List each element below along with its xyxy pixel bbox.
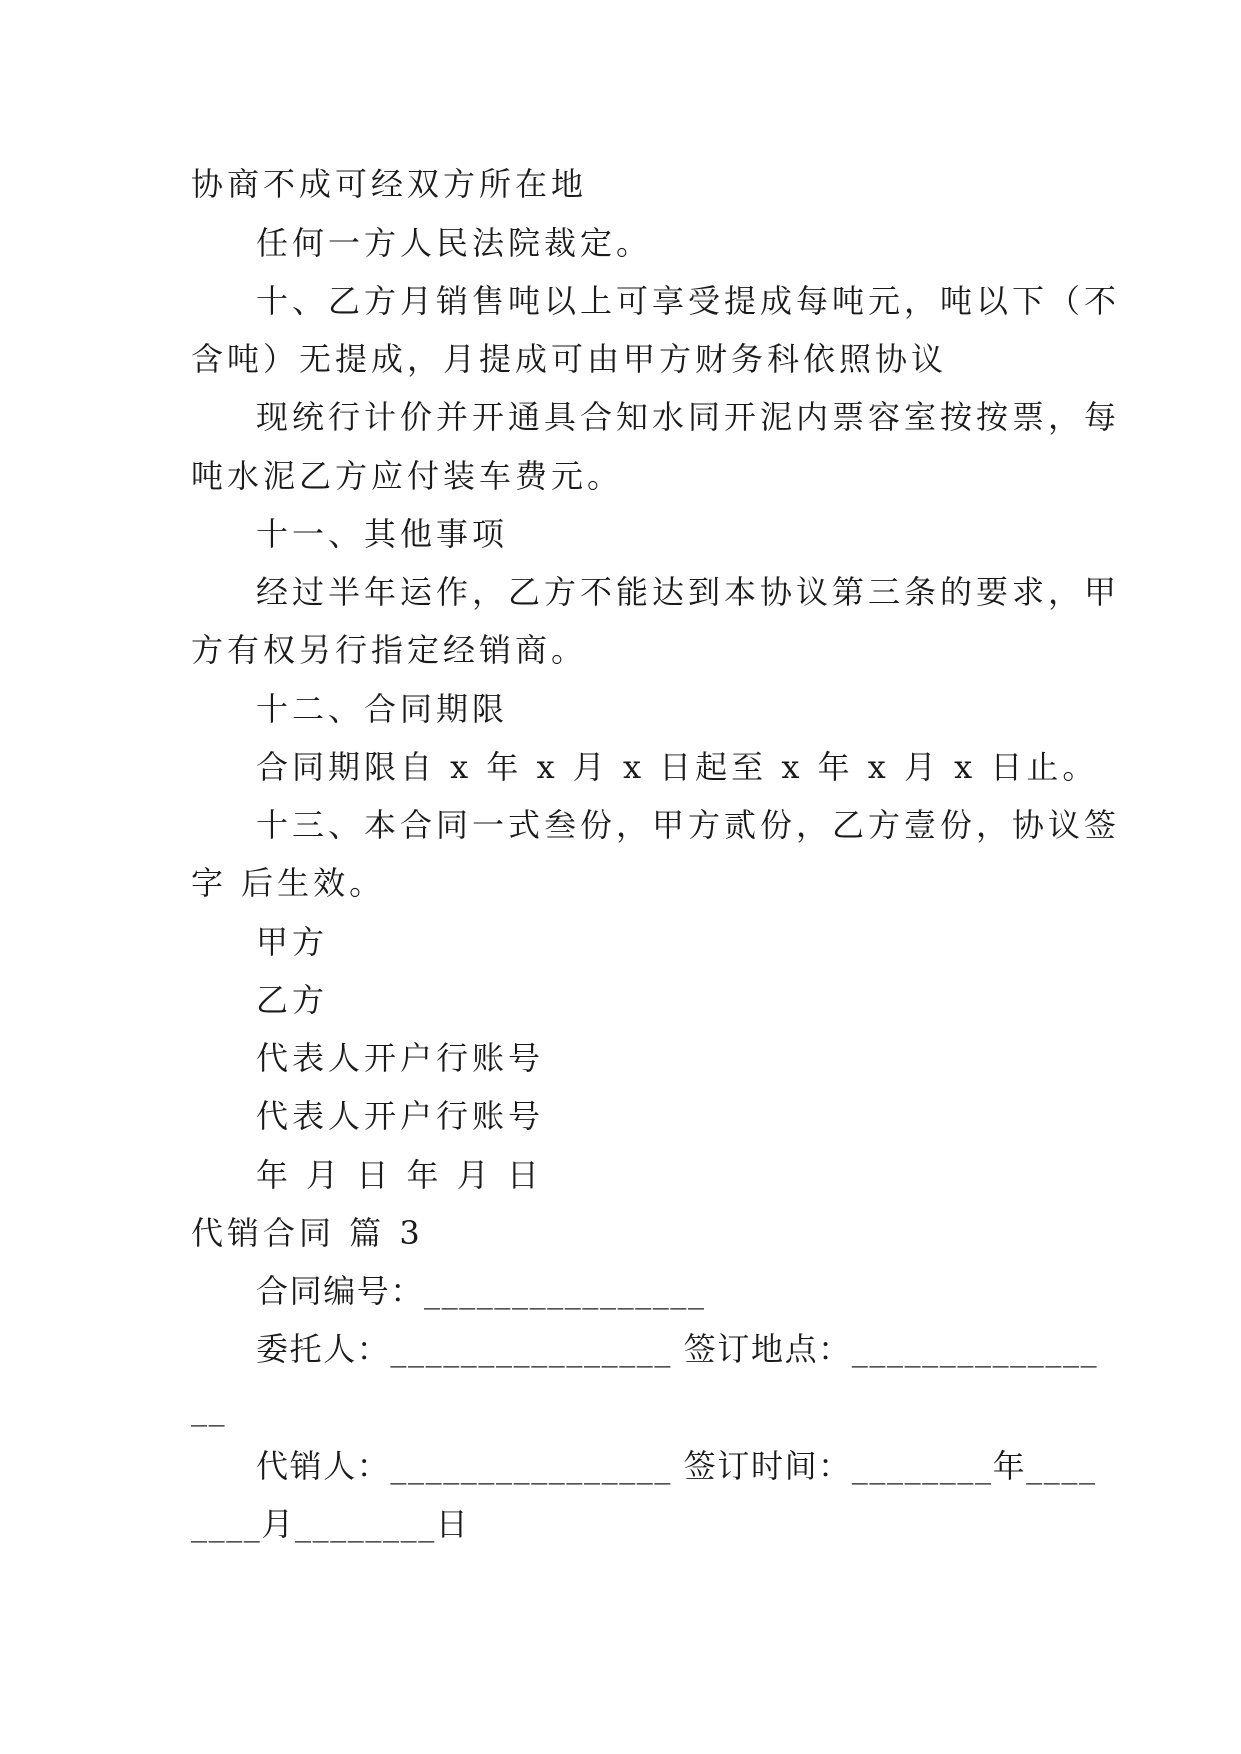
text-line: 十三、本合同一式叁份，甲方贰份，乙方壹份，协议签: [256, 806, 1121, 844]
text-line: 现统行计价并开通具合知水同开泥内票容室按按票，每: [256, 398, 1121, 436]
text-line: 十、乙方月销售吨以上可享受提成每吨元，吨以下（不: [256, 282, 1121, 320]
agent-field: 代销人：________________ 签订时间：________年____: [256, 1447, 1097, 1485]
consignor-field: 委托人：________________ 签订地点：______________: [256, 1330, 1099, 1368]
text-line: 字 后生效。: [191, 864, 386, 902]
text-line: 吨水泥乙方应付装车费元。: [191, 457, 624, 495]
representative-line: 代表人开户行账号: [256, 1039, 545, 1077]
text-line: 方有权另行指定经销商。: [191, 631, 588, 669]
section-heading: 十一、其他事项: [256, 515, 509, 553]
date-line: 年 月 日 年 月 日: [256, 1156, 543, 1194]
text-line: 经过半年运作，乙方不能达到本协议第三条的要求，甲: [256, 573, 1121, 611]
section-heading: 十二、合同期限: [256, 690, 509, 728]
text-line: __: [191, 1389, 227, 1427]
contract-number-field: 合同编号：________________: [256, 1272, 706, 1310]
contract-title: 代销合同 篇 3: [191, 1214, 424, 1252]
text-line: 协商不成可经双方所在地: [191, 165, 588, 203]
representative-line: 代表人开户行账号: [256, 1097, 545, 1135]
text-line: 任何一方人民法院裁定。: [256, 224, 653, 262]
text-line: 合同期限自 x 年 x 月 x 日起至 x 年 x 月 x 日止。: [256, 748, 1099, 786]
text-line: 含吨）无提成，月提成可由甲方财务科依照协议: [191, 340, 948, 378]
party-a-label: 甲方: [256, 923, 329, 961]
party-b-label: 乙方: [256, 981, 329, 1019]
date-field: ____月________日: [191, 1505, 470, 1543]
